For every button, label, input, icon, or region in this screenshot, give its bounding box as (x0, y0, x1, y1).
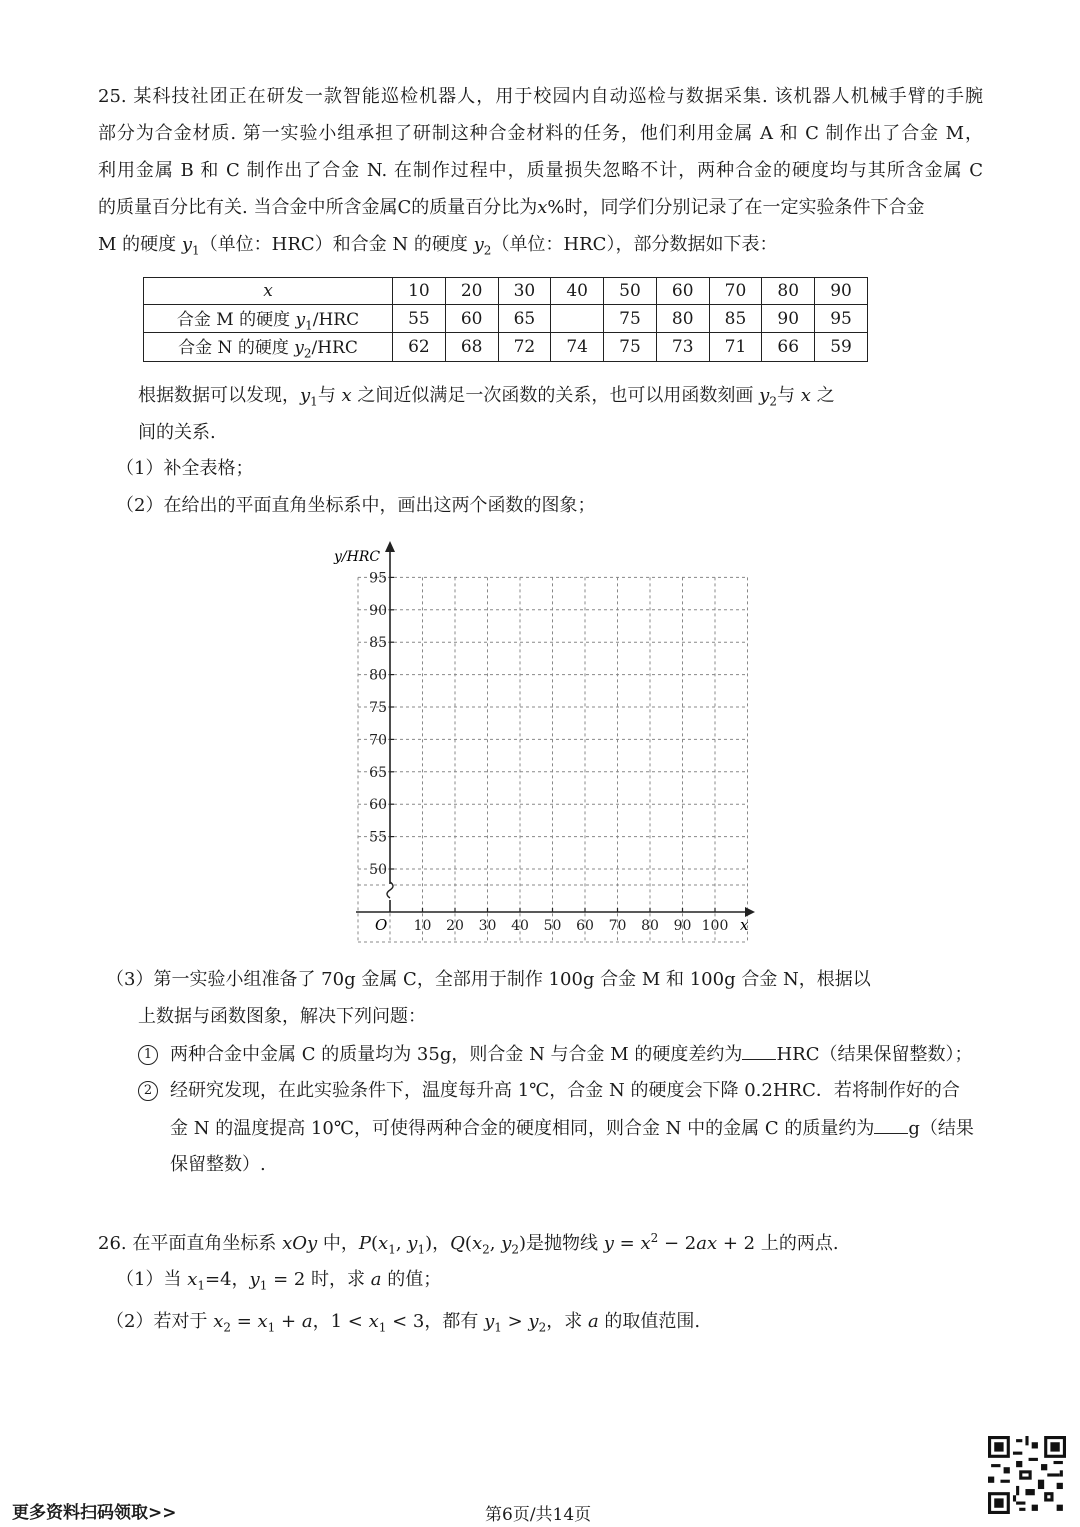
q25-line-5: M 的硬度 $y_1$（单位：HRC）和合金 N 的硬度 $y_2$（单位：HRC），部分数据如下表： (98, 234, 778, 258)
table-cell: 59 (815, 333, 868, 361)
table-cell: 40 (551, 278, 604, 305)
q26-part-2: （2）若对于 $x_2 = x_1 + a$，$1 < x_1 < 3$，都有 $y_1 > y_2$，求 a 的取值范围. (106, 1311, 701, 1335)
table-cell: 72 (498, 333, 551, 361)
y-tick-label: 60 (369, 797, 387, 814)
x-tick-label: 70 (608, 918, 627, 934)
table-cell-blank[interactable] (551, 305, 604, 333)
n-header-cell: 合金 N 的硬度 $y_2$/HRC (144, 333, 393, 361)
y-tick-label: 75 (369, 700, 387, 716)
table-cell: 62 (393, 333, 446, 361)
q25-line-4: 的质量百分比有关. 当合金中所含金属C的质量百分比为x%时，同学们分别记录了在一定实验条件下合金 (98, 197, 925, 218)
table-cell: 50 (604, 278, 657, 305)
axes (356, 541, 755, 917)
y-axis-arrow (385, 541, 395, 552)
x-tick-label: 100 (701, 918, 729, 934)
table-cell: 80 (762, 278, 815, 305)
q25-part-2: （2）在给出的平面直角坐标系中，画出这两个函数的图象； (116, 495, 596, 516)
q25-part-3-item-2: 2 经研究发现，在此实验条件下，温度每升高 1℃，合金 N 的硬度会下降 0.2HRC．若将制作好的合 (138, 1078, 960, 1104)
table-cell: 85 (709, 305, 762, 333)
table-cell: 74 (551, 333, 604, 361)
x-tick-label: 30 (478, 918, 497, 934)
x-tick-label: 90 (673, 918, 692, 934)
x-tick-label: 40 (511, 918, 529, 934)
table-cell: 20 (445, 278, 498, 305)
q25-line-1: 25. 某科技社团正在研发一款智能巡检机器人，用于校园内自动巡检与数据采集. 该机器人机械手臂的手腕 (98, 86, 983, 107)
q25-part-3-item-2-line-3: 保留整数）. (170, 1154, 266, 1175)
x-tick-label: 10 (413, 918, 432, 934)
q25-part-3-line-2: 上数据与函数图象，解决下列问题： (138, 1006, 426, 1027)
y-tick-label: 80 (369, 667, 387, 684)
table-cell: 80 (656, 305, 709, 333)
table-cell: 70 (709, 278, 762, 305)
coordinate-grid-chart (320, 538, 760, 950)
x-header-cell: x (144, 278, 393, 305)
y-tick-label: 55 (369, 829, 387, 846)
tick-labels (369, 570, 728, 934)
y-axis-label: y/HRC (334, 549, 381, 565)
answer-blank-1[interactable] (742, 1041, 776, 1060)
table-cell: 30 (498, 278, 551, 305)
circled-number-1: 1 (138, 1045, 158, 1065)
table-cell: 55 (393, 305, 446, 333)
x-axis-label: x (740, 916, 749, 934)
y-tick-label: 95 (369, 570, 387, 587)
table-cell: 65 (498, 305, 551, 333)
page-number: 第6页/共14页 (485, 1505, 592, 1525)
q25-observation-2: 间的关系. (138, 422, 216, 443)
q25-part-3-line-1: （3）第一实验小组准备了 70g 金属 C，全部用于制作 100g 合金 M 和 100g 合金 N，根据以 (106, 969, 871, 990)
grid-lines (358, 577, 748, 942)
circled-number-2: 2 (138, 1081, 158, 1101)
table-cell: 10 (393, 278, 446, 305)
y-tick-label: 90 (369, 602, 387, 619)
table-cell: 60 (656, 278, 709, 305)
table-cell: 90 (815, 278, 868, 305)
q26-line-1: 26. 在平面直角坐标系 xOy 中，$P(x_1$, $y_1$)，$Q(x_2$, $y_2$)是抛物线 $y = x^2 - 2ax + 2$ 上的两点. (98, 1231, 839, 1257)
table-cell: 73 (656, 333, 709, 361)
table-cell: 95 (815, 305, 868, 333)
table-cell: 68 (445, 333, 498, 361)
q25-line-2: 部分为合金材质. 第一实验小组承担了研制这种合金材料的任务，他们利用金属 A 和 C 制作出了合金 M， (98, 123, 983, 144)
q25-line-3: 利用金属 B 和 C 制作出了合金 N. 在制作过程中，质量损失忽略不计，两种合金的硬度均与其所含金属 C (98, 160, 983, 181)
answer-blank-2[interactable] (874, 1115, 908, 1134)
table-cell: 90 (762, 305, 815, 333)
origin-label: O (375, 916, 388, 934)
y-tick-label: 50 (369, 862, 387, 878)
table-row-m (144, 305, 868, 333)
q25-part-3-item-1: 1 两种合金中金属 C 的质量均为 35g，则合金 N 与合金 M 的硬度差约为 HRC（结果保留整数）； (138, 1041, 972, 1068)
q25-part-3-item-2-line-2: 金 N 的温度提高 10℃，可使得两种合金的硬度相同，则合金 N 中的金属 C 的质量约为 g（结果 (170, 1115, 974, 1142)
footer-more-resources: 更多资料扫码领取>> (12, 1503, 177, 1523)
y-tick-label: 70 (369, 732, 387, 749)
x-tick-label: 60 (576, 918, 594, 934)
x-tick-label: 20 (446, 918, 464, 934)
table-cell: 71 (709, 333, 762, 361)
table-cell: 60 (445, 305, 498, 333)
q25-part-1: （1）补全表格； (116, 458, 254, 479)
qr-code-icon (988, 1436, 1066, 1514)
hardness-table (143, 277, 868, 362)
table-cell: 75 (604, 305, 657, 333)
table-cell: 75 (604, 333, 657, 361)
x-tick-label: 50 (543, 918, 562, 934)
y-tick-label: 85 (369, 635, 387, 652)
table-row-x (144, 278, 868, 305)
q26-part-1: （1）当 $x_1=4$，$y_1 = 2$ 时，求 a 的值； (116, 1269, 442, 1293)
table-row-n (144, 333, 868, 361)
x-tick-label: 80 (641, 918, 659, 934)
y-tick-label: 65 (369, 764, 387, 781)
table-cell: 66 (762, 333, 815, 361)
m-header-cell: 合金 M 的硬度 $y_1$/HRC (144, 305, 393, 333)
q25-observation: 根据数据可以发现，$y_1$与 x 之间近似满足一次函数的关系，也可以用函数刻画 $y_2$与 x 之 (138, 385, 835, 409)
